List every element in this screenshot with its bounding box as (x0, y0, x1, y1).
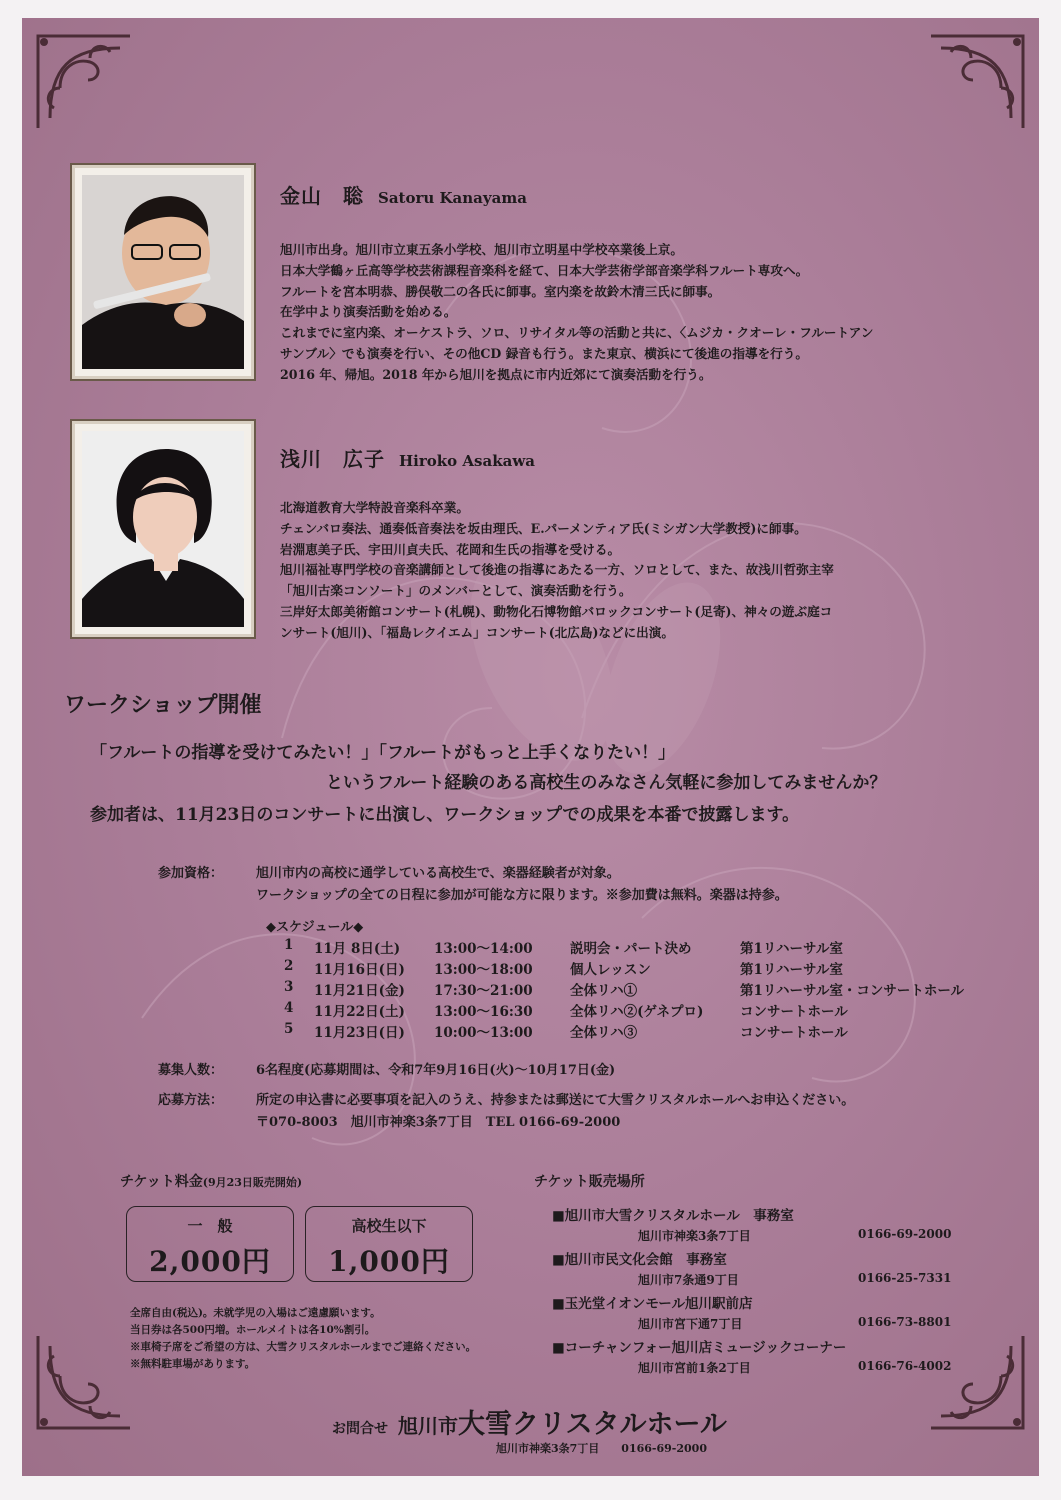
general-price: 2,000円 (149, 1245, 271, 1278)
ticket-outlet (552, 1336, 952, 1376)
schedule-place: 第1リハーサル室 (740, 962, 843, 978)
outlet-name: ■旭川市大雪クリスタルホール 事務室 (552, 1208, 794, 1224)
student-label: 高校生以下 (351, 1217, 427, 1235)
schedule-date: 11月23日(日) (314, 1025, 405, 1041)
ticket-price-note: (9月23日販売開始) (202, 1176, 303, 1189)
contact-label: お問合せ (332, 1421, 388, 1437)
ticket-note: 全席自由(税込)。未就学児の入場はご遠慮願います。 (130, 1307, 381, 1319)
bio-line: 三岸好太郎美術館コンサート(札幌)、動物化石博物館バロックコンサート(足寄)、神々の遊ぶ庭コ (280, 603, 833, 619)
outlet-address-row (638, 1271, 952, 1288)
outlet-tel: 0166-73-8801 (858, 1315, 952, 1329)
contact-address: 旭川市神楽3条7丁目 0166-69-2000 (496, 1442, 707, 1455)
schedule-time: 10:00～13:00 (434, 1025, 533, 1041)
corner-ornament-icon (921, 28, 1031, 138)
student-price-box (305, 1206, 473, 1282)
bio-line: 岩淵恵美子氏、宇田川貞夫氏、花岡和生氏の指導を受ける。 (280, 541, 621, 557)
schedule-content: 説明会・パート決め (570, 941, 692, 957)
flyer-page (22, 18, 1039, 1476)
bio-line: ンサート(旭川)、「福島レクイエム」コンサート(北広島)などに出演。 (280, 624, 674, 640)
schedule-place: 第1リハーサル室・コンサートホール (740, 983, 965, 999)
schedule-title: ◆スケジュール◆ (266, 920, 364, 935)
performer2-photo-frame (70, 419, 256, 639)
apply-line2: 〒070-8003 旭川市神楽3条7丁目 TEL 0166-69-2000 (256, 1115, 621, 1130)
performer2-bio (280, 498, 834, 644)
eligibility-line2: ワークショップの全ての日程に参加が可能な方に限ります。※参加費は無料。楽器は持参。 (256, 888, 788, 903)
corner-ornament-icon (30, 28, 140, 138)
bio-line: 在学中より演奏活動を始める。 (280, 304, 457, 320)
eligibility-label: 参加資格： (158, 866, 224, 881)
outlet-name: ■コーチャンフォー旭川店ミュージックコーナー (552, 1340, 847, 1356)
ticket-price-title: チケット料金 (120, 1174, 203, 1190)
performer2-name (280, 443, 535, 472)
schedule-place: コンサートホール (740, 1004, 848, 1020)
schedule-no: 2 (284, 958, 294, 974)
ticket-outlets-title: チケット販売場所 (534, 1174, 645, 1190)
outlet-tel: 0166-76-4002 (858, 1359, 952, 1373)
performer1-name-roman: Satoru Kanayama (378, 189, 527, 207)
performer1-bio (280, 240, 873, 386)
performer1-photo (82, 175, 244, 369)
workshop-line1: 「フルートの指導を受けてみたい！」「フルートがもっと上手くなりたい！」 (90, 743, 676, 763)
ticket-note: 当日券は各500円増。ホールメイトは各10%割引。 (130, 1324, 376, 1336)
outlet-name: ■玉光堂イオンモール旭川駅前店 (552, 1296, 753, 1312)
outlet-address: 旭川市神楽3条7丁目 (638, 1229, 751, 1243)
ticket-price-heading (120, 1171, 302, 1191)
contact-hall-name: 大雪クリスタルホール (458, 1409, 727, 1440)
workshop-line2: というフルート経験のある高校生のみなさん気軽に参加してみませんか？ (326, 773, 887, 793)
schedule-no: 5 (284, 1021, 294, 1037)
schedule-content: 全体リハ②(ゲネプロ) (570, 1004, 704, 1020)
outlet-address: 旭川市宮前1条2丁目 (638, 1361, 751, 1375)
schedule-content: 個人レッスン (570, 962, 651, 978)
bio-line: サンブル〉でも演奏を行い、その他CD 録音も行う。また東京、横浜にて後進の指導を行う。 (280, 345, 808, 361)
bio-line: 旭川市出身。旭川市立東五条小学校、旭川市立明星中学校卒業後上京。 (280, 242, 683, 257)
ticket-note: ※無料駐車場があります。 (130, 1358, 256, 1370)
general-label: 一 般 (187, 1217, 233, 1235)
bio-line: 「旭川古楽コンソート」のメンバーとして、演奏活動を行う。 (280, 583, 632, 599)
bio-line: チェンバロ奏法、通奏低音奏法を坂由理氏、E.パーメンティア氏(ミシガン大学教授)に師事。 (280, 520, 807, 536)
outlet-tel: 0166-25-7331 (858, 1271, 952, 1285)
schedule-date: 11月16日(日) (314, 962, 405, 978)
performer1-photo-frame (70, 163, 256, 381)
general-price-box (126, 1206, 294, 1282)
outlet-address-row (638, 1227, 952, 1244)
bio-line: 日本大学鶴ヶ丘高等学校芸術課程音楽科を経て、日本大学芸術学部音楽学科フルート専攻へ。 (280, 262, 809, 278)
bio-line: 北海道教育大学特設音楽科卒業。 (280, 500, 469, 515)
corner-ornament-icon (921, 1326, 1031, 1436)
workshop-title: ワークショップ開催 (64, 692, 262, 718)
ticket-outlet (552, 1204, 952, 1244)
outlet-address-row (638, 1359, 952, 1376)
contact-city: 旭川市 (398, 1414, 458, 1438)
schedule-place: コンサートホール (740, 1025, 848, 1041)
recruit-label: 募集人数： (158, 1063, 224, 1078)
schedule-no: 3 (284, 979, 294, 995)
bio-line: 旭川福祉専門学校の音楽講師として後進の指導にあたる一方、ソロとして、また、故浅川哲弥主宰 (280, 562, 834, 578)
schedule-date: 11月 8日(土) (314, 941, 401, 957)
contact-footer (332, 1402, 727, 1455)
schedule-time: 13:00～14:00 (434, 941, 533, 957)
ticket-outlet (552, 1248, 952, 1288)
performer2-name-jp: 浅川 広子 (280, 447, 385, 471)
ticket-outlet (552, 1292, 952, 1332)
schedule-place: 第1リハーサル室 (740, 941, 843, 957)
performer1-name (280, 180, 527, 209)
performer2-name-roman: Hiroko Asakawa (399, 452, 535, 470)
student-price: 1,000円 (328, 1245, 450, 1278)
schedule-content: 全体リハ③ (570, 1025, 638, 1041)
outlet-name: ■旭川市民文化会館 事務室 (552, 1252, 727, 1268)
recruit-value: 6名程度(応募期間は、令和7年9月16日(火)～10月17日(金) (256, 1063, 616, 1078)
apply-label: 応募方法： (158, 1093, 224, 1108)
outlet-address-row (638, 1315, 952, 1332)
outlet-address: 旭川市7条通9丁目 (638, 1273, 739, 1287)
outlet-tel: 0166-69-2000 (858, 1227, 952, 1241)
bio-line: フルートを宮本明恭、勝俣敬二の各氏に師事。室内楽を故鈴木清三氏に師事。 (280, 283, 721, 299)
schedule-content: 全体リハ① (570, 983, 638, 999)
outlet-address: 旭川市宮下通7丁目 (638, 1317, 743, 1331)
schedule-date: 11月22日(土) (314, 1004, 405, 1020)
ticket-note: ※車椅子席をご希望の方は、大雪クリスタルホールまでご連絡ください。 (130, 1341, 477, 1353)
corner-ornament-icon (30, 1326, 140, 1436)
bio-line: 2016 年、帰旭。2018 年から旭川を拠点に市内近郊にて演奏活動を行う。 (280, 366, 712, 382)
ticket-notes (130, 1305, 476, 1373)
schedule-time: 13:00～18:00 (434, 962, 533, 978)
bio-line: これまでに室内楽、オーケストラ、ソロ、リサイタル等の活動と共に、〈ムジカ・クオーレ・フルートアン (280, 325, 874, 341)
apply-line1: 所定の申込書に必要事項を記入のうえ、持参または郵送にて大雪クリスタルホールへお申込ください。 (256, 1093, 855, 1108)
performer1-name-jp: 金山 聡 (280, 184, 364, 208)
schedule-date: 11月21日(金) (314, 983, 405, 999)
schedule-time: 17:30～21:00 (434, 983, 533, 999)
workshop-line3: 参加者は、11月23日のコンサートに出演し、ワークショップでの成果を本番で披露します。 (90, 805, 800, 825)
schedule-no: 1 (284, 937, 294, 953)
eligibility-line1: 旭川市内の高校に通学している高校生で、楽器経験者が対象。 (256, 866, 620, 881)
schedule-no: 4 (284, 1000, 294, 1016)
schedule-time: 13:00～16:30 (434, 1004, 533, 1020)
performer2-photo (82, 431, 244, 627)
